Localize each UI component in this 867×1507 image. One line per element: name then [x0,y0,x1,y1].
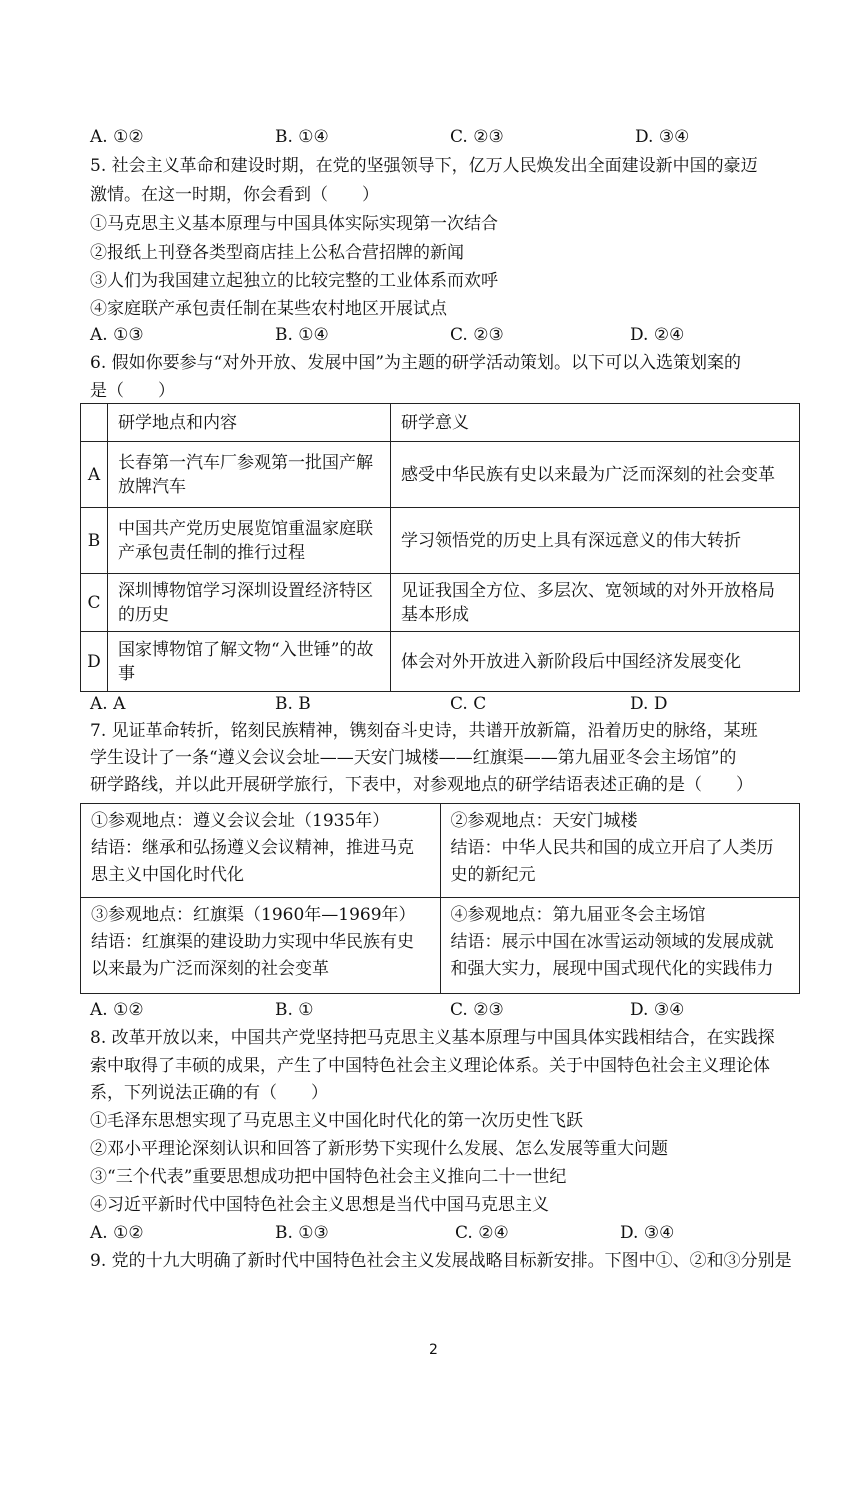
q6-header-key [81,404,108,442]
q6-row-meaning: 学习领悟党的历史上具有深远意义的伟大转折 [391,508,800,574]
q7-cell-conclusion: 结语：中华人民共和国的成立开启了人类历史的新纪元 [450,838,774,885]
q4-option-a: A. ①② [90,127,144,147]
q6-table-header-row [81,404,800,442]
table-row [81,898,800,994]
q5-stem-line1: 5. 社会主义革命和建设时期，在党的坚强领导下，亿万人民焕发出全面建设新中国的豪迈 [90,156,758,176]
q7-cell-4 [440,898,800,994]
q7-cell-place: ③参观地点：红旗渠（1960年—1969年） [91,905,416,925]
q5-stem-line2: 激情。在这一时期，你会看到（ ） [90,185,379,205]
q7-option-c: C. ②③ [450,1000,504,1020]
q7-cell-2 [440,804,800,898]
q7-stem-line1: 7. 见证革命转折，铭刻民族精神，镌刻奋斗史诗，共谱开放新篇，沿着历史的脉络，某班 [90,721,758,741]
q5-option-c: C. ②③ [450,325,504,345]
q8-item-2: ②邓小平理论深刻认识和回答了新形势下实现什么发展、怎么发展等重大问题 [90,1139,668,1159]
q7-cell-place: ①参观地点：遵义会议会址（1935年） [91,811,390,831]
q7-cell-place: ②参观地点：天安门城楼 [450,811,638,831]
q6-option-d: D. D [630,694,668,714]
q6-row-key: B [81,508,108,574]
table-row [81,442,800,508]
q6-row-meaning: 见证我国全方位、多层次、宽领域的对外开放格局基本形成 [391,574,800,632]
q8-item-4: ④习近平新时代中国特色社会主义思想是当代中国马克思主义 [90,1195,549,1215]
q6-row-place: 深圳博物馆学习深圳设置经济特区的历史 [108,574,391,632]
q6-table [80,403,800,692]
q8-option-d: D. ③④ [620,1223,675,1243]
q8-option-a: A. ①② [90,1223,144,1243]
q8-option-b: B. ①③ [275,1223,329,1243]
q7-cell-conclusion: 结语：展示中国在冰雪运动领域的发展成就和强大实力，展现中国式现代化的实践伟力 [450,932,774,979]
q6-row-meaning: 感受中华民族有史以来最为广泛而深刻的社会变革 [391,442,800,508]
q6-row-key: C [81,574,108,632]
q7-cell-3 [81,898,441,994]
q4-option-c: C. ②③ [450,127,504,147]
q6-row-meaning: 体会对外开放进入新阶段后中国经济发展变化 [391,632,800,692]
q6-row-key: D [81,632,108,692]
page-number: 2 [429,1342,438,1358]
q5-option-a: A. ①③ [90,325,144,345]
q7-option-b: B. ① [275,1000,314,1020]
q4-option-d: D. ③④ [635,127,690,147]
q8-item-3: ③“三个代表”重要思想成功把中国特色社会主义推向二十一世纪 [90,1167,567,1187]
q7-option-a: A. ①② [90,1000,144,1020]
table-row [81,632,800,692]
q6-options [90,691,810,717]
q8-stem-line3: 系，下列说法正确的有（ ） [90,1083,328,1103]
q8-stem-line2: 索中取得了丰硕的成果，产生了中国特色社会主义理论体系。关于中国特色社会主义理论体 [90,1056,770,1076]
q7-cell-conclusion: 结语：红旗渠的建设助力实现中华民族有史以来最为广泛而深刻的社会变革 [91,932,414,979]
q8-stem-line1: 8. 改革开放以来，中国共产党坚持把马克思主义基本原理与中国具体实践相结合，在实践探 [90,1028,775,1048]
q5-item-4: ④家庭联产承包责任制在某些农村地区开展试点 [90,299,447,319]
q8-option-c: C. ②④ [455,1223,509,1243]
q6-row-place: 中国共产党历史展览馆重温家庭联产承包责任制的推行过程 [108,508,391,574]
q6-option-b: B. B [275,694,311,714]
q6-row-place: 国家博物馆了解文物“入世锤”的故事 [108,632,391,692]
q7-cell-place: ④参观地点：第九届亚冬会主场馆 [450,905,706,925]
q7-option-d: D. ③④ [630,1000,685,1020]
q7-table [80,803,800,994]
q7-cell-1 [81,804,441,898]
table-row [81,508,800,574]
q6-header-meaning: 研学意义 [391,404,800,442]
q5-option-b: B. ①④ [275,325,329,345]
table-row [81,804,800,898]
q7-options [90,997,810,1023]
q6-stem-line1: 6. 假如你要参与“对外开放、发展中国”为主题的研学活动策划。以下可以入选策划案的 [90,353,742,373]
q4-options [90,124,810,150]
q6-header-place: 研学地点和内容 [108,404,391,442]
q6-option-c: C. C [450,694,487,714]
q8-item-1: ①毛泽东思想实现了马克思主义中国化时代化的第一次历史性飞跃 [90,1111,583,1131]
q7-cell-conclusion: 结语：继承和弘扬遵义会议精神，推进马克思主义中国化时代化 [91,838,414,885]
q6-option-a: A. A [90,694,126,714]
q4-option-b: B. ①④ [275,127,329,147]
q6-stem-line2: 是（ ） [90,381,175,401]
q5-item-1: ①马克思主义基本原理与中国具体实际实现第一次结合 [90,214,498,234]
q6-row-place: 长春第一汽车厂参观第一批国产解放牌汽车 [108,442,391,508]
q5-item-2: ②报纸上刊登各类型商店挂上公私合营招牌的新闻 [90,243,464,263]
q7-stem-line2: 学生设计了一条“遵义会议会址——天安门城楼——红旗渠——第九届亚冬会主场馆”的 [90,748,737,768]
q6-row-key: A [81,442,108,508]
q5-option-d: D. ②④ [630,325,685,345]
q7-stem-line3: 研学路线，并以此开展研学旅行，下表中，对参观地点的研学结语表述正确的是（ ） [90,775,753,795]
q9-stem-line1: 9. 党的十九大明确了新时代中国特色社会主义发展战略目标新安排。下图中①、②和③分别是 [90,1251,792,1271]
q5-item-3: ③人们为我国建立起独立的比较完整的工业体系而欢呼 [90,271,498,291]
q8-options [90,1220,810,1246]
table-row [81,574,800,632]
q5-options [90,322,810,348]
